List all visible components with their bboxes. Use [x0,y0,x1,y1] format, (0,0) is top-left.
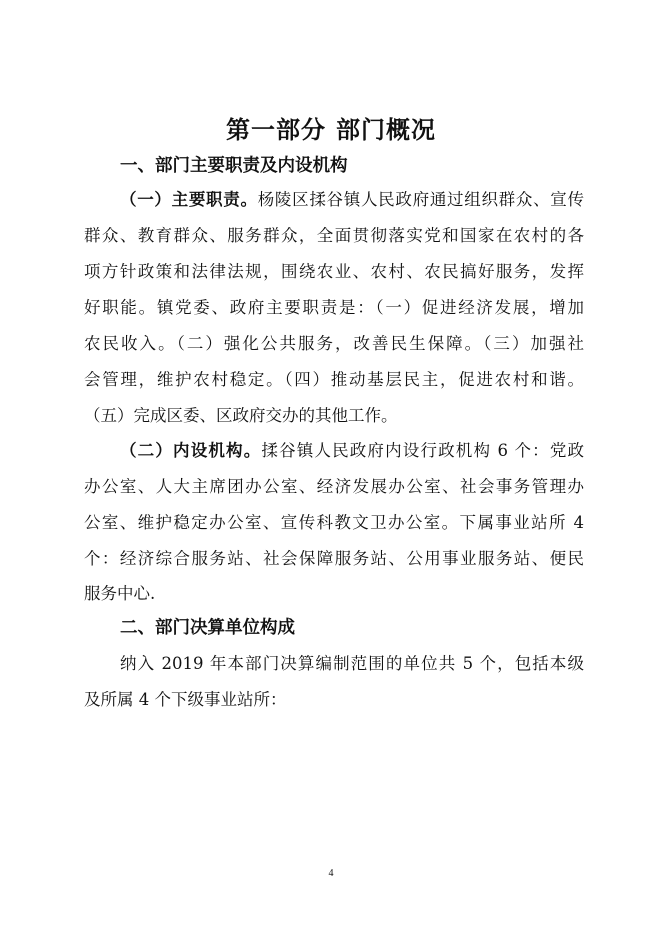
para1-line-7: （五）完成区委、区政府交办的其他工作。 [84,406,398,425]
para1-lead: （一）主要职责。 [120,190,258,209]
title-part-1: 第一部分 [226,116,326,144]
para1-line-1 [120,186,584,210]
para1-line1-rest: 杨陵区揉谷镇人民政府通过组织群众、宣传 [257,190,585,209]
title-part-2: 部门概况 [336,116,436,144]
page-title [0,110,662,145]
section-heading-1: 一、部门主要职责及内设机构 [120,156,348,176]
page-number: 4 [328,868,334,879]
para2-lead: （二）内设机构。 [120,441,262,460]
para3-line-2: 及所属 4 个下级事业站所： [84,690,287,709]
para2-line1-rest: 揉谷镇人民政府内设行政机构 6 个：党政 [261,441,584,460]
para1-line-6: 会管理，维护农村稳定。（四）推动基层民主，促进农村和谐。 [84,370,584,389]
para2-line-1 [120,437,584,461]
para2-line-3: 公室、维护稳定办公室、宣传科教文卫办公室。下属事业站所 4 [84,513,584,532]
para2-line-4: 个：经济综合服务站、社会保障服务站、公用事业服务站、便民 [84,549,584,568]
para3-line-1: 纳入 2019 年本部门决算编制范围的单位共 5 个，包括本级 [120,654,584,673]
para1-line-3: 项方针政策和法律法规，围绕农业、农村、农民搞好服务，发挥 [84,262,584,281]
para1-line-5: 农民收入。（二）强化公共服务，改善民生保障。（三）加强社 [84,334,584,353]
para2-line-2: 办公室、人大主席团办公室、经济发展办公室、社会事务管理办 [84,477,584,496]
section-heading-2: 二、部门决算单位构成 [120,618,295,638]
para1-line-2: 群众、教育群众、服务群众，全面贯彻落实党和国家在农村的各 [84,226,584,245]
para2-line-5: 服务中心. [84,584,156,603]
para1-line-4: 好职能。镇党委、政府主要职责是：（一）促进经济发展，增加 [84,298,584,317]
